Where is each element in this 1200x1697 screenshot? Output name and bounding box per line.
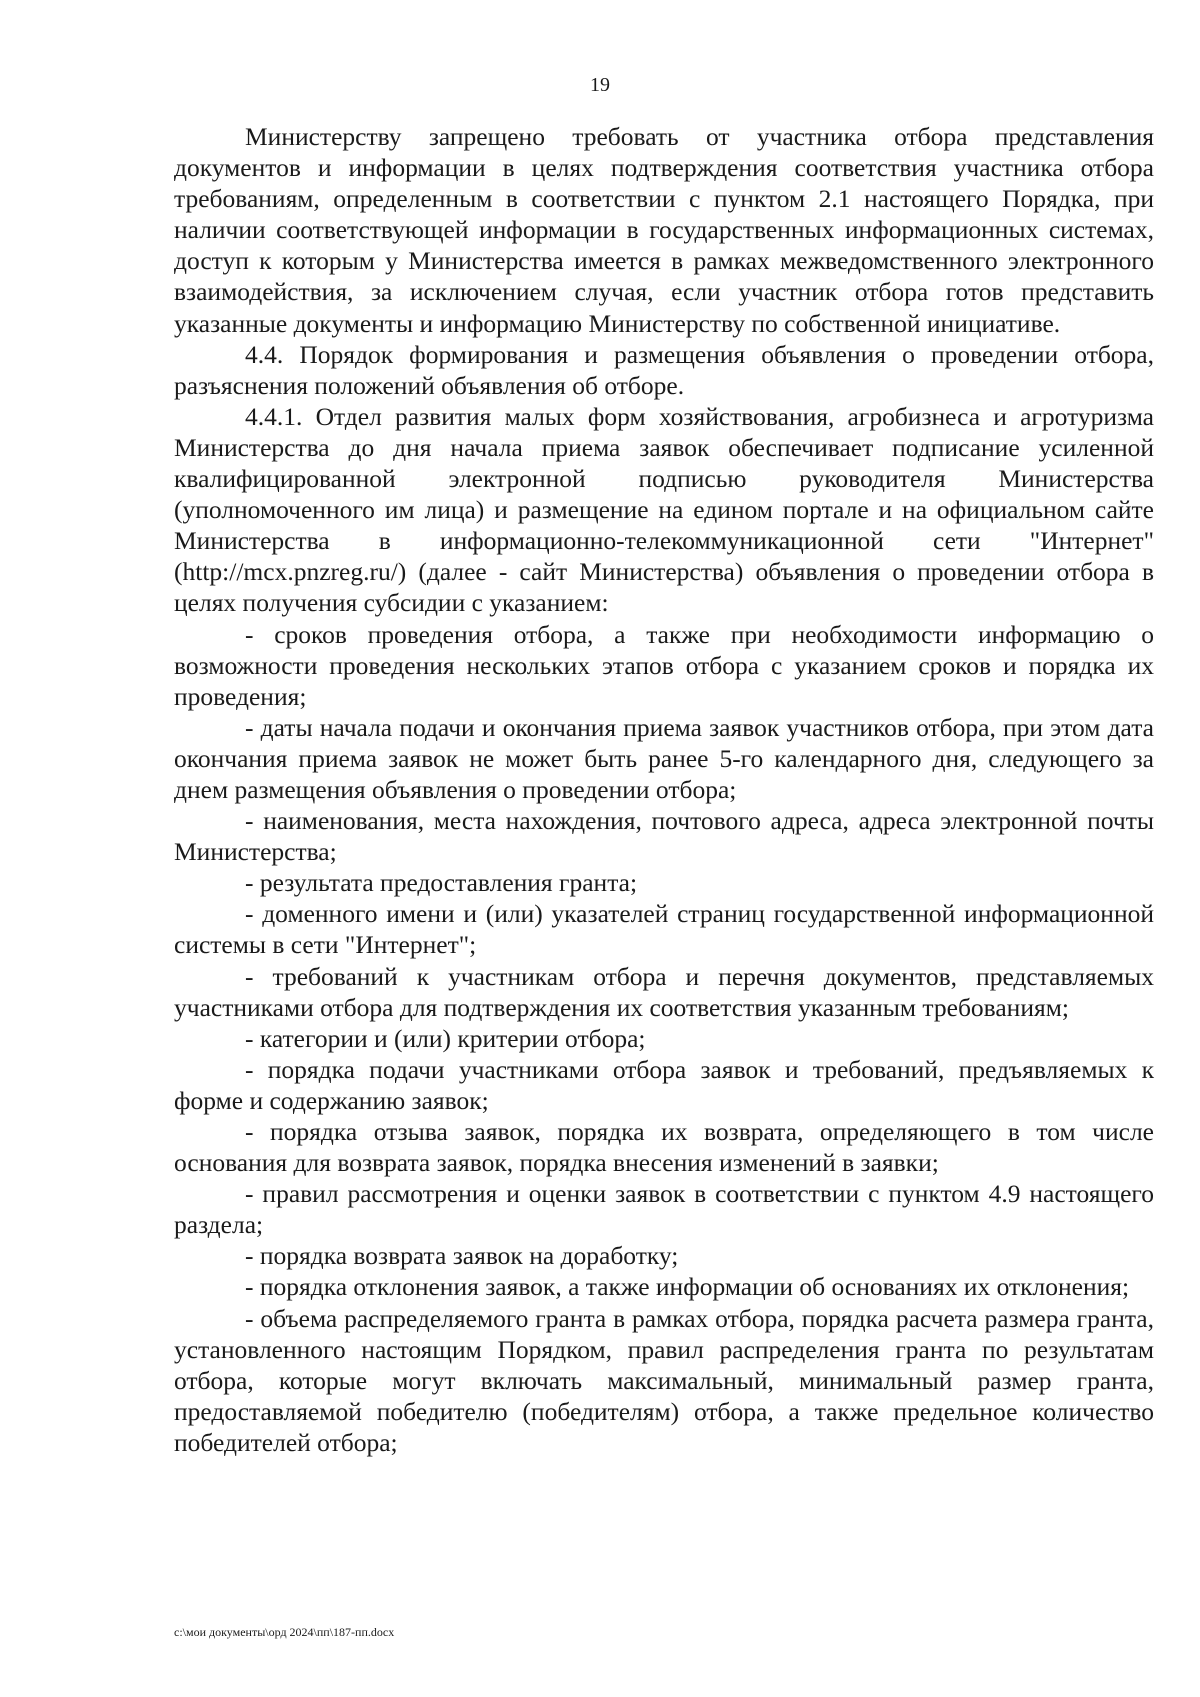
list-item: - требований к участникам отбора и перечня документов, представляемых участниками отбора для подтверждения их соответствия указанным требованиям; <box>174 961 1154 1022</box>
list-item: - объема распределяемого гранта в рамках отбора, порядка расчета размера гранта, установленного настоящим Порядком, правил распределения гранта по результатам отбора, которые могут включать максимальный, минимальный размер гранта, предоставляемой победителю (победителям) отбора, а также предельное количество победителей отбора; <box>174 1303 1154 1457</box>
list-item: - порядка отклонения заявок, а также информации об основаниях их отклонения; <box>245 1272 1130 1302</box>
footer-file-path: c:\мои документы\орд 2024\пп\187-пп.docx <box>174 1625 395 1639</box>
list-item: - результата предоставления гранта; <box>245 868 638 898</box>
paragraph-section-4-4-1: 4.4.1. Отдел развития малых форм хозяйствования, агробизнеса и агротуризма Министерства до дня начала приема заявок обеспечивает подписание усиленной квалифицированной электронной подписью руководителя Министерства (уполномоченного им лица) и размещение на едином портале и на официальном сайте Министерства в информационно-телекоммуникационной сети "Интернет" (http://mcx.pnzreg.ru/) (далее - сайт Министерства) объявления о проведении отбора в целях получения субсидии с указанием: <box>174 401 1154 618</box>
list-item: - сроков проведения отбора, а также при необходимости информацию о возможности проведения нескольких этапов отбора с указанием сроков и порядка их проведения; <box>174 619 1154 711</box>
list-item: - порядка возврата заявок на доработку; <box>245 1241 679 1271</box>
document-body <box>174 121 1154 1458</box>
paragraph-ministry-restriction: Министерству запрещено требовать от участника отбора представления документов и информации в целях подтверждения соответствия участника отбора требованиям, определенным в соответствии с пунктом 2.1 настоящего Порядка, при наличии соответствующей информации в государственных информационных системах, доступ к которым у Министерства имеется в рамках межведомственного электронного взаимодействия, за исключением случая, если участник отбора готов представить указанные документы и информацию Министерству по собственной инициативе. <box>174 122 1154 338</box>
list-item: - категории и (или) критерии отбора; <box>245 1023 646 1053</box>
list-item: - правил рассмотрения и оценки заявок в соответствии с пунктом 4.9 настоящего раздела; <box>174 1179 1154 1240</box>
list-item: - порядка отзыва заявок, порядка их возврата, определяющего в том числе основания для возврата заявок, порядка внесения изменений в заявки; <box>174 1117 1154 1178</box>
paragraph-section-4-4: 4.4. Порядок формирования и размещения объявления о проведении отбора, разъяснения положений объявления об отборе. <box>174 339 1154 400</box>
list-item: - наименования, места нахождения, почтового адреса, адреса электронной почты Министерства; <box>174 806 1154 867</box>
page-number: 19 <box>590 74 610 96</box>
list-item: - порядка подачи участниками отбора заявок и требований, предъявляемых к форме и содержанию заявок; <box>174 1054 1154 1115</box>
list-item: - доменного имени и (или) указателей страниц государственной информационной системы в сети "Интернет"; <box>174 899 1154 960</box>
list-item: - даты начала подачи и окончания приема заявок участников отбора, при этом дата окончания приема заявок не может быть ранее 5-го календарного дня, следующего за днем размещения объявления о проведении отбора; <box>174 712 1154 804</box>
